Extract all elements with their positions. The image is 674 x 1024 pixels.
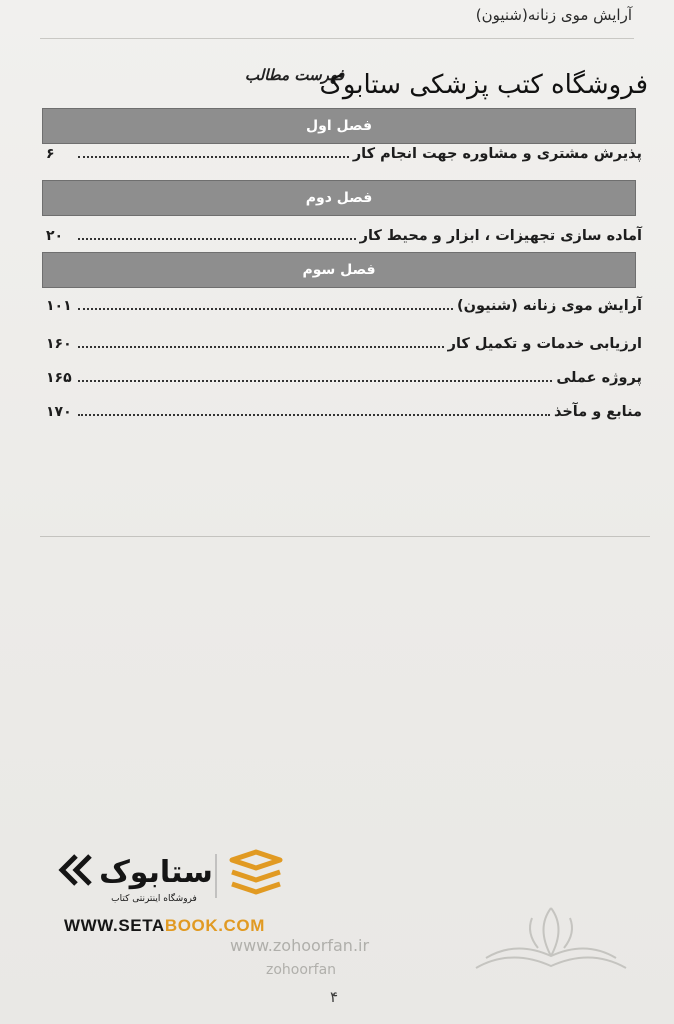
setabook-logo-graphic <box>58 848 298 908</box>
website-suffix: BOOK.COM <box>164 916 265 935</box>
toc-entry-title: آرایش موی زنانه (شنیون) <box>456 298 642 314</box>
chapter-label: فصل سوم <box>302 262 376 278</box>
page-number: ۴ <box>330 988 339 1006</box>
toc-entry-title: آماده سازی تجهیزات ، ابزار و محیط کار <box>359 228 642 244</box>
chapter-bar-2 <box>42 180 636 216</box>
bleed-through-handle: zohoorfan <box>266 962 337 978</box>
toc-entry-page: ۲۰ <box>46 228 64 244</box>
brand-tagline: فروشگاه اینترنتی کتاب <box>111 894 197 904</box>
store-banner: فروشگاه کتب پزشکی ستابوک <box>319 70 648 100</box>
toc-entry-title: منابع و مآخذ <box>553 404 642 420</box>
website-url[interactable] <box>64 916 265 936</box>
toc-entry-page: ۶ <box>46 146 55 162</box>
toc-leader-dots <box>78 345 444 348</box>
toc-entry-title: پروژه عملی <box>556 370 642 386</box>
toc-entry-title: پذیرش مشتری و مشاوره جهت انجام کار <box>352 146 642 162</box>
toc-leader-dots <box>78 379 552 382</box>
toc-entry-page: ۱۷۰ <box>46 404 72 420</box>
chapter-bar-3 <box>42 252 636 288</box>
toc-entry-page: ۱۶۰ <box>46 336 72 352</box>
header-rule <box>40 38 634 39</box>
chapter-label: فصل اول <box>306 118 372 134</box>
brand-text: ستابوک <box>99 855 213 890</box>
toc-entry[interactable] <box>46 140 642 162</box>
bleed-through-rule <box>40 536 650 537</box>
toc-entry-page: ۱۰۱ <box>46 298 72 314</box>
toc-entry[interactable] <box>46 222 642 244</box>
toc-entry[interactable] <box>46 292 642 314</box>
website-prefix: WWW.SETA <box>64 916 165 935</box>
toc-entry[interactable] <box>46 364 642 386</box>
chevron-left-icon <box>76 856 90 884</box>
toc-leader-dots <box>78 155 349 158</box>
toc-entry-page: ۱۶۵ <box>46 370 72 386</box>
toc-entry-title: ارزیابی خدمات و تکمیل کار <box>447 336 642 352</box>
bleed-through-url: www.zohoorfan.ir <box>230 936 370 955</box>
book-stack-icon <box>232 852 280 892</box>
toc-leader-dots <box>78 413 550 416</box>
toc-entry[interactable] <box>46 330 642 352</box>
toc-leader-dots <box>78 237 356 240</box>
running-header: آرایش موی زنانه(شنیون) <box>475 6 632 24</box>
chapter-bar-1 <box>42 108 636 144</box>
setabook-logo <box>58 848 298 908</box>
toc-leader-dots <box>78 307 453 310</box>
chapter-label: فصل دوم <box>305 190 373 206</box>
toc-entry[interactable] <box>46 398 642 420</box>
open-book-emblem-icon <box>466 888 636 988</box>
toc-title: فهرست مطالب <box>244 66 344 84</box>
